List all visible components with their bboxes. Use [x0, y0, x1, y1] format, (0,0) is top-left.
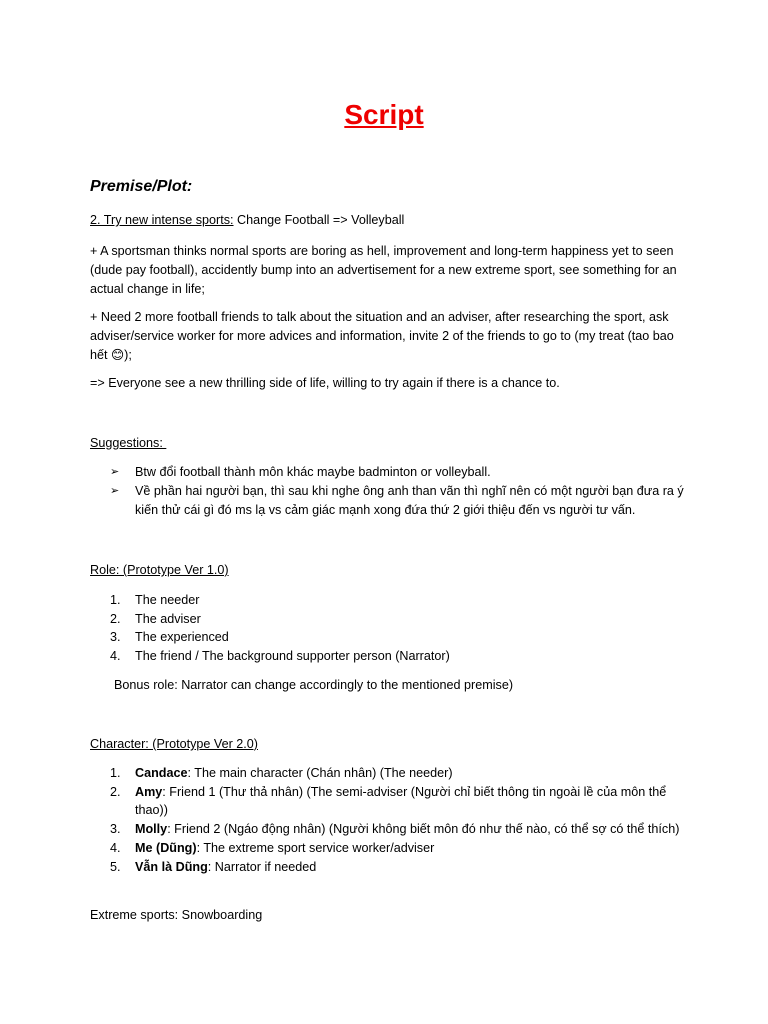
plot-paragraph-1: + A sportsman thinks normal sports are boring as hell, improvement and long-term happiness yet to seen (dude pay football), accidently bump into an advertisement for a new extreme sport, see something for an actual change in life; — [90, 244, 677, 296]
role-text: The needer — [135, 593, 200, 607]
plot-paragraph-3: => Everyone see a new thrilling side of life, willing to try again if there is a chance to. — [90, 376, 560, 390]
character-desc: : The main character (Chán nhân) (The needer) — [187, 766, 453, 780]
role-text: The experienced — [135, 630, 229, 645]
list-item — [110, 610, 680, 629]
character-name: Molly — [135, 822, 168, 837]
premise-heading: Premise/Plot: — [90, 178, 193, 195]
role-heading — [90, 561, 690, 580]
character-name: Vẫn là Dũng — [135, 859, 208, 874]
arrow-bullet-icon: ➢ — [110, 485, 120, 497]
list-number: 4. — [110, 649, 121, 664]
list-number: 3. — [110, 630, 121, 645]
list-item — [110, 858, 680, 877]
list-number: 3. — [110, 822, 121, 837]
arrow-bullet-icon: ➢ — [110, 466, 120, 478]
list-number: 1. — [110, 766, 121, 780]
character-desc: : The extreme sport service worker/adviser — [196, 840, 435, 855]
suggestion-text: Btw đổi football thành môn khác maybe badminton or volleyball. — [135, 465, 491, 479]
document-title: Script — [344, 99, 424, 130]
role-heading-text: Role: (Prototype Ver 1.0) — [90, 563, 229, 577]
suggestions-heading-text: Suggestions: — [90, 436, 167, 450]
bonus-role: Bonus role: Narrator can change accordingly to the mentioned premise) — [114, 678, 514, 692]
list-item — [110, 463, 690, 482]
list-number: 4. — [110, 840, 121, 855]
list-item — [110, 628, 680, 647]
idea-text: Change Football => Volleyball — [233, 213, 405, 227]
suggestions-heading — [90, 434, 690, 453]
list-number: 2. — [110, 611, 121, 626]
character-desc: : Friend 1 (Thư thả nhân) (The semi-adviser (Người chỉ biết thông tin ngoài lề của môn thể thao)) — [135, 784, 667, 818]
idea-line — [90, 211, 690, 230]
suggestion-text: Về phần hai người bạn, thì sau khi nghe ông anh than vãn thì nghĩ nên có một người bạn đưa ra ý kiến thử cái gì đó ms lạ vs cảm giác mạnh xong đứa thứ 2 giới thiệu đến vs người tư vấn. — [135, 484, 684, 517]
character-desc: : Narrator if needed — [207, 859, 317, 874]
character-name: Me (Dũng) — [135, 840, 197, 855]
role-text: The adviser — [135, 611, 201, 626]
role-list — [110, 591, 680, 666]
role-text: The friend / The background supporter person (Narrator) — [135, 649, 450, 664]
list-number: 5. — [110, 859, 121, 874]
list-item — [110, 820, 680, 839]
list-item — [110, 647, 680, 666]
character-heading-text: Character: (Prototype Ver 2.0) — [90, 737, 258, 751]
list-item — [110, 764, 680, 783]
plot-paragraph-2: + Need 2 more football friends to talk about the situation and an adviser, after researching the sport, ask adviser/service worker for more advices and information, invite 2 of the friends to go to (my treat (tao bao hết 😊); — [90, 310, 674, 362]
list-item — [110, 839, 680, 858]
character-heading — [90, 735, 690, 754]
idea-label: 2. Try new intense sports: — [90, 213, 234, 227]
character-name: Candace — [135, 766, 188, 780]
character-list — [110, 764, 680, 876]
character-name: Amy — [135, 784, 163, 799]
character-desc: : Friend 2 (Ngáo động nhân) (Người không biết môn đó như thế nào, có thể sợ có thể thích) — [167, 822, 680, 837]
list-item — [110, 482, 690, 520]
list-number: 2. — [110, 784, 121, 799]
suggestions-list — [110, 463, 690, 520]
list-number: 1. — [110, 593, 121, 607]
list-item — [110, 783, 680, 820]
extreme-sports-line: Extreme sports: Snowboarding — [90, 908, 263, 922]
list-item — [110, 591, 680, 610]
